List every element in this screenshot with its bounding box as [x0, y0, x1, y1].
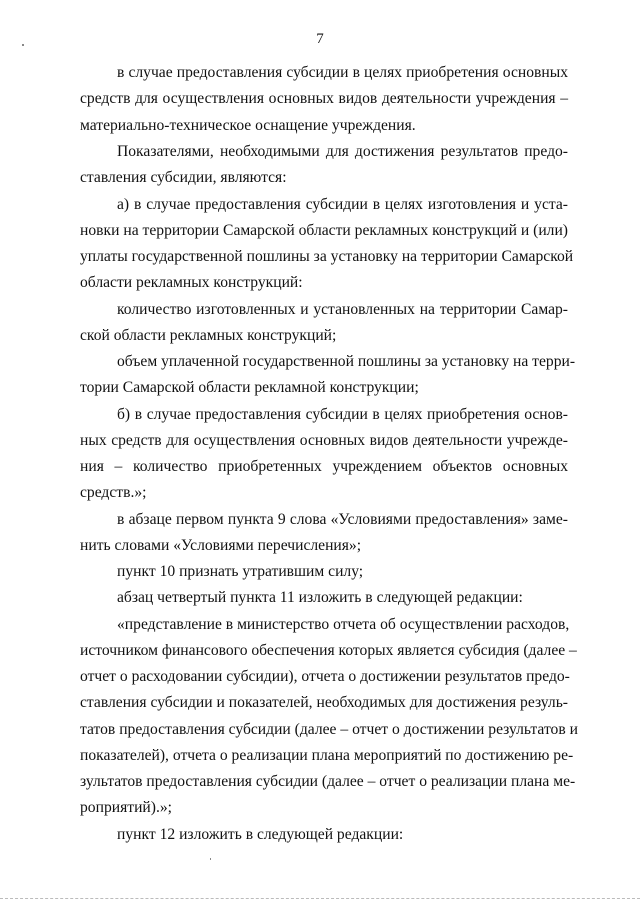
text-line: материально-техническое оснащение учреждения.: [80, 117, 416, 134]
text-line: ской области рекламных конструкций;: [80, 327, 337, 344]
text-line: Показателями, необходимыми для достижения результатов предо-: [117, 143, 568, 160]
text-line: ных средств для осуществления основных видов деятельности учрежде-: [80, 432, 568, 449]
text-line: татов предоставления субсидии (далее – отчет о достижении результатов и: [80, 721, 578, 738]
scan-speck: [22, 44, 24, 46]
text-line: новки на территории Самарской области рекламных конструкций и (или): [80, 222, 568, 239]
text-line: пункт 10 признать утратившим силу;: [117, 563, 364, 580]
text-line: ставления субсидии и показателей, необходимых для достижения резуль-: [80, 694, 568, 711]
text-line: ставления субсидии, являются:: [80, 169, 287, 186]
text-line: б) в случае предоставления субсидии в целях приобретения основ-: [117, 406, 568, 423]
text-line: источником финансового обеспечения которых является субсидия (далее –: [80, 642, 577, 659]
text-line: зультатов предоставления субсидии (далее – отчет о реализации плана ме-: [80, 773, 576, 790]
text-line: области рекламных конструкций:: [80, 274, 303, 291]
scan-edge: [0, 898, 640, 899]
scan-speck: [210, 858, 211, 860]
text-line: количество изготовленных и установленных на территории Самар-: [117, 301, 568, 318]
text-line: «представление в министерство отчета об осуществлении расходов,: [117, 616, 570, 633]
text-line: а) в случае предоставления субсидии в целях изготовления и уста-: [117, 196, 568, 213]
text-line: средств.»;: [80, 484, 147, 501]
text-line: ния – количество приобретенных учреждением объектов основных: [80, 458, 568, 475]
text-line: пункт 12 изложить в следующей редакции:: [117, 826, 404, 843]
text-line: тории Самарской области рекламной конструкции;: [80, 379, 419, 396]
text-line: в случае предоставления субсидии в целях приобретения основных: [117, 64, 568, 81]
page-number: 7: [316, 31, 324, 47]
text-line: абзац четвертый пункта 11 изложить в следующей редакции:: [117, 589, 523, 606]
text-line: показателей), отчета о реализации плана мероприятий по достижению ре-: [80, 747, 574, 764]
text-line: роприятий).»;: [80, 799, 172, 816]
text-line: уплаты государственной пошлины за установку на территории Самарской: [80, 248, 574, 265]
text-line: средств для осуществления основных видов деятельности учреждения –: [80, 90, 568, 107]
text-line: в абзаце первом пункта 9 слова «Условиями предоставления» заме-: [117, 511, 568, 528]
text-line: нить словами «Условиями перечисления»;: [80, 537, 362, 554]
text-line: отчет о расходовании субсидии), отчета о достижении результатов предо-: [80, 668, 570, 685]
text-line: объем уплаченной государственной пошлины за установку на терри-: [117, 353, 576, 370]
